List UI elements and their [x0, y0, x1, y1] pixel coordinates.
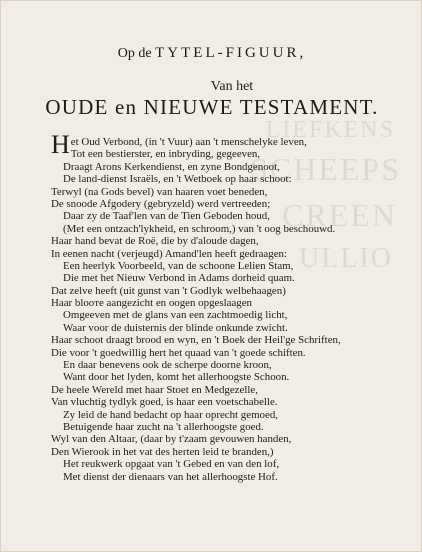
- poem-line: Zy leid de hand bedacht op haar oprecht gemoed,: [63, 408, 279, 421]
- poem-line: Die met het Nieuw Verbond in Adams dorheid quam.: [63, 272, 295, 285]
- poem-line: Want door het lyden, komt het allerhoogste Schoon.: [63, 371, 290, 384]
- poem-line: Omgeeven met de glans van een zachtmoedig licht,: [63, 309, 288, 322]
- poem-line: Tot een bestierster, en inbryding, gegeeven,: [70, 148, 261, 161]
- poem-line: De land-dienst Israëls, en 't Wetboek op haar schoot:: [63, 173, 292, 186]
- title-prefix: Op de: [117, 46, 152, 61]
- poem-line: Waar voor de duisternis der blinde onkunde zwicht.: [63, 321, 288, 334]
- title-main: TYTEL-FIGUUR,: [155, 45, 307, 61]
- poem-line: In eenen nacht (verjeugd) Amand'len heeft gedraagen:: [51, 247, 287, 260]
- poem-first-line: et Oud Verbond, (in 't Vuur) aan 't menschelyke leven,: [70, 136, 307, 148]
- poem-line: Haar hand bevat de Roë, die by d'aloude dagen,: [51, 235, 259, 248]
- poem-line: Met dienst der dienaars van het allerhoogste Hof.: [63, 470, 278, 483]
- poem-line: Daar zy de Taaf'len van de Tien Geboden houd,: [63, 210, 270, 223]
- poem-line: Haar blooте aangezicht en oogen opgeslaagen: [51, 297, 253, 310]
- poem-line: Het reukwerk opgaat van 't Gebed en van den lof,: [63, 458, 280, 471]
- title-subtitle: Van het: [210, 79, 254, 94]
- drop-cap: H: [51, 130, 70, 159]
- show-through-text: CREEN: [282, 197, 397, 233]
- poem-line: De heele Wereld met haar Stoet en Medgezelle,: [51, 383, 258, 396]
- show-through-text: SCHEEPS: [250, 151, 401, 187]
- book-title-text: OUDE en NIEUWE TESTAMENT.: [45, 95, 379, 119]
- poem-line: Terwyl (na Gods bevel) van haaren voet beneden,: [51, 185, 268, 198]
- poem-line: Dat zelve heeft (uit gunst van 't Godlyk welbehaagen): [51, 284, 286, 297]
- poem-line: De snoode Afgodery (gebryzeld) werd vertreeden;: [51, 197, 271, 210]
- poem-line: Die voor 't goedwillig hert het quaad van 't goede schiften.: [51, 346, 306, 359]
- poem-line: Draagt Arons Kerkendienst, en zyne Bondgenoot,: [63, 160, 280, 173]
- poem-line: (Met een ontzach'lykheid, en schroom,) van 't oog beschouwd.: [63, 222, 336, 235]
- poem-line: Een heerlyk Voorbeeld, van de schoone Lelien Stam,: [63, 259, 294, 272]
- poem-line: Van vluchtig tydlyk goed, is haar een voetschabelle.: [51, 396, 278, 409]
- book-title: [1, 95, 422, 120]
- show-through-text: ULLIO: [299, 243, 393, 274]
- poem-line: En daar benevens ook de scherpe doorne kroon,: [63, 359, 272, 372]
- title-line: [1, 45, 422, 62]
- poem-line: Den Wierook in het vat des herten leid te branden,): [51, 445, 274, 458]
- show-through-text: LIEFKENS: [265, 117, 395, 143]
- poem-line: Wyl van den Altaar, (daar by t'zaam gevouwen handen,: [51, 433, 292, 446]
- poem-line: Haar schoot draagt brood en wyn, en 't Boek der Heil'ge Schriften,: [51, 334, 341, 347]
- poem-line: Betuigende haar zucht na 't allerhoogste goed.: [63, 420, 264, 433]
